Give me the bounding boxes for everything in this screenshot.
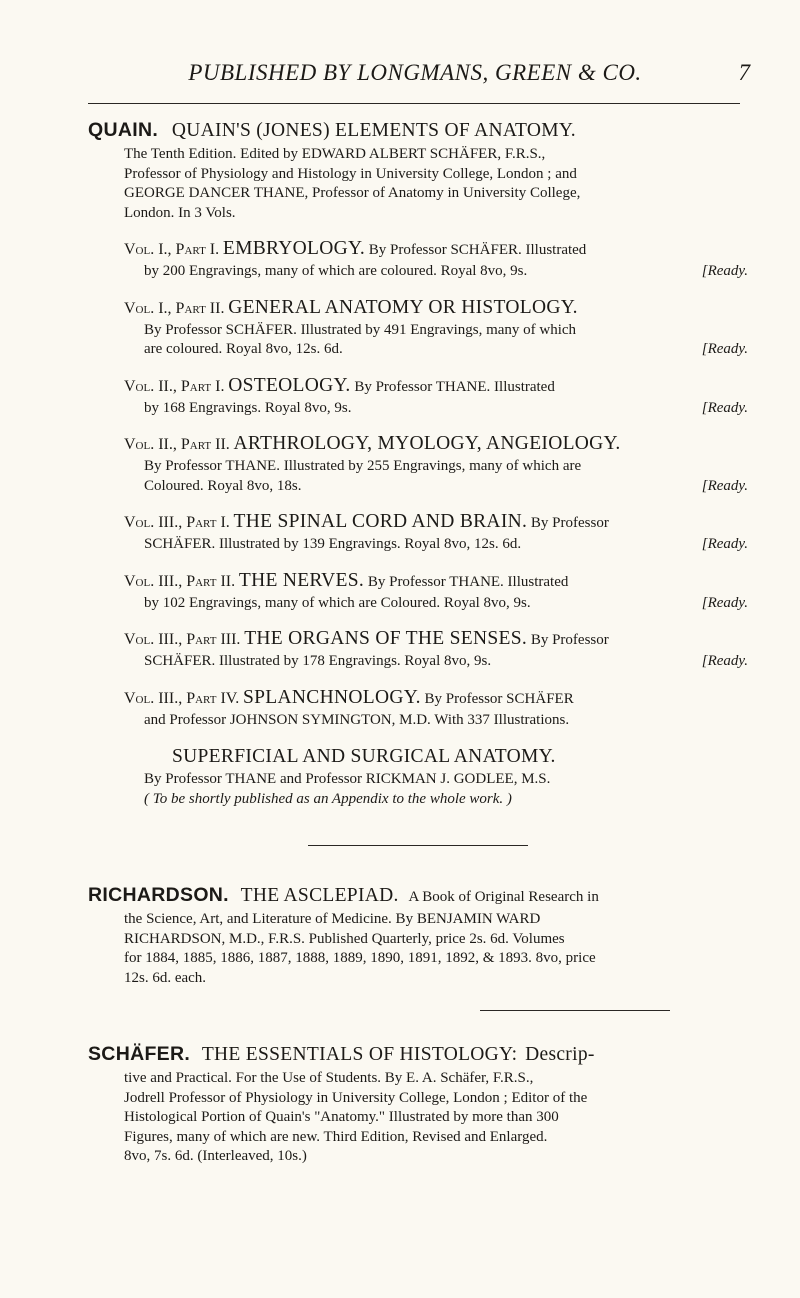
richardson-line: the Science, Art, and Literature of Medicine. By BENJAMIN WARD — [124, 911, 541, 927]
quain-line: GEORGE DANCER THANE, Professor of Anatomy in University College, — [124, 185, 581, 201]
superficial-title: SUPERFICIAL AND SURGICAL ANATOMY. — [172, 746, 556, 767]
superficial-byline: By Professor THANE and Professor RICKMAN J. GODLEE, M.S. — [144, 771, 551, 787]
catalogue-body — [88, 117, 748, 1167]
volume-label: Vol. I., Part II. — [124, 299, 225, 317]
schafer-entry — [88, 1041, 748, 1167]
volume-rest: By Professor SCHÄFER. Illustrated — [368, 242, 587, 258]
richardson-rest: A Book of Original Research in — [408, 889, 599, 905]
volume-label: Vol. II., Part I. — [124, 377, 225, 395]
volume-entry — [88, 296, 748, 360]
richardson-entry — [88, 882, 748, 988]
volume-line: and Professor JOHNSON SYMINGTON, M.D. With 337 Illustrations. — [144, 711, 570, 728]
volume-title: EMBRYOLOGY. — [222, 238, 366, 259]
richardson-title: THE ASCLEPIAD. — [240, 885, 399, 906]
quain-title: QUAIN'S (JONES) ELEMENTS OF ANATOMY. — [171, 120, 576, 141]
volume-rest: By Professor THANE. Illustrated — [367, 573, 569, 590]
volume-line: by 168 Engravings. Royal 8vo, 9s. — [144, 399, 352, 416]
volume-label: Vol. III., Part IV. — [124, 689, 240, 707]
ready-status: [Ready. — [701, 536, 748, 552]
volume-line: SCHÄFER. Illustrated by 139 Engravings. Royal 8vo, 12s. 6d. — [144, 536, 522, 552]
quain-entry — [88, 117, 748, 809]
richardson-line: 12s. 6d. each. — [124, 969, 207, 986]
volume-line: By Professor THANE. Illustrated by 255 Engravings, many of which are — [144, 458, 582, 474]
volume-title: THE NERVES. — [238, 569, 365, 591]
volume-entry — [88, 432, 748, 496]
volume-line: are coloured. Royal 8vo, 12s. 6d. — [144, 341, 343, 357]
volume-entry — [88, 237, 748, 282]
richardson-line: RICHARDSON, M.D., F.R.S. Published Quarterly, price 2s. 6d. Volumes — [124, 930, 565, 947]
volume-line: by 102 Engravings, many of which are Coloured. Royal 8vo, 9s. — [144, 594, 531, 611]
section-divider — [480, 1010, 670, 1011]
section-divider — [308, 845, 528, 846]
volume-entry — [88, 686, 748, 731]
volume-entry — [88, 627, 748, 672]
ready-status: [Ready. — [701, 653, 748, 669]
volume-entry — [88, 510, 748, 555]
ready-status: [Ready. — [701, 594, 748, 611]
ready-status: [Ready. — [701, 341, 748, 357]
schafer-line: Histological Portion of Quain's "Anatomy." Illustrated by more than 300 — [124, 1109, 559, 1125]
richardson-head: RICHARDSON. — [88, 884, 229, 906]
volume-entry — [88, 374, 748, 419]
schafer-line: 8vo, 7s. 6d. (Interleaved, 10s.) — [124, 1148, 307, 1164]
volume-line: SCHÄFER. Illustrated by 178 Engravings. Royal 8vo, 9s. — [144, 653, 492, 669]
schafer-title: THE ESSENTIALS OF HISTOLOGY: — [201, 1044, 518, 1065]
schafer-line: Figures, many of which are new. Third Edition, Revised and Enlarged. — [124, 1128, 548, 1145]
quain-line: London. In 3 Vols. — [124, 204, 236, 221]
volume-title: THE ORGANS OF THE SENSES. — [244, 628, 528, 649]
schafer-line: tive and Practical. For the Use of Students. By E. A. Schäfer, F.R.S., — [124, 1070, 534, 1086]
volume-line: Coloured. Royal 8vo, 18s. — [144, 477, 302, 494]
page-number: 7 — [738, 60, 750, 85]
volume-rest: By Professor THANE. Illustrated — [354, 378, 555, 395]
ready-status: [Ready. — [701, 399, 748, 416]
volume-entry — [88, 569, 748, 614]
schafer-rest: Descrip- — [525, 1044, 595, 1065]
quain-line: Professor of Physiology and Histology in University College, London ; and — [124, 165, 577, 182]
schafer-line: Jodrell Professor of Physiology in University College, London ; Editor of the — [124, 1089, 588, 1106]
richardson-line: for 1884, 1885, 1886, 1887, 1888, 1889, 1890, 1891, 1892, & 1893. 8vo, price — [124, 950, 596, 966]
header-rule — [88, 103, 740, 104]
superficial-anatomy — [88, 744, 748, 809]
volume-title: GENERAL ANATOMY OR HISTOLOGY. — [228, 296, 578, 318]
volume-rest: By Professor SCHÄFER — [424, 690, 574, 707]
volume-line: By Professor SCHÄFER. Illustrated by 491 Engravings, many of which — [144, 321, 577, 338]
ready-status: [Ready. — [701, 477, 748, 494]
volume-title: SPLANCHNOLOGY. — [243, 686, 421, 708]
volume-label: Vol. III., Part III. — [124, 631, 241, 648]
volume-label: Vol. II., Part II. — [124, 436, 230, 453]
volume-label: Vol. III., Part I. — [124, 514, 230, 531]
volume-rest: By Professor — [530, 632, 609, 648]
volume-label: Vol. III., Part II. — [124, 572, 236, 590]
volume-title: OSTEOLOGY. — [228, 374, 351, 396]
schafer-head: SCHÄFER. — [88, 1043, 191, 1065]
volume-title: ARTHROLOGY, MYOLOGY, ANGEIOLOGY. — [233, 433, 621, 454]
quain-head: QUAIN. — [88, 119, 159, 141]
superficial-note: ( To be shortly published as an Appendix to the whole work. ) — [144, 790, 512, 807]
ready-status: [Ready. — [701, 263, 748, 279]
volume-label: Vol. I., Part I. — [124, 241, 220, 258]
volume-rest: By Professor — [530, 515, 609, 531]
running-title: PUBLISHED BY LONGMANS, GREEN & CO. — [188, 60, 642, 85]
volume-line: by 200 Engravings, many of which are coloured. Royal 8vo, 9s. — [144, 263, 528, 279]
volume-title: THE SPINAL CORD AND BRAIN. — [233, 511, 528, 532]
quain-line: The Tenth Edition. Edited by EDWARD ALBERT SCHÄFER, F.R.S., — [124, 146, 546, 162]
